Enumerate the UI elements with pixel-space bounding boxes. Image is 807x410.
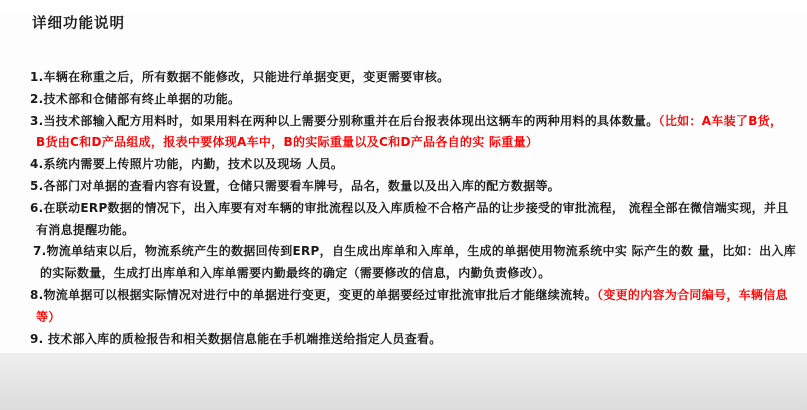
text-segment: 4.系统内需要上传照片功能，内勤，技术以及现场 人员。: [30, 157, 344, 172]
feature-item-8-continued: [0, 307, 807, 329]
page-footer-area: [0, 353, 807, 410]
text-segment: 有消息提醒功能。: [36, 222, 135, 237]
feature-list: [0, 67, 807, 350]
feature-item-3: [0, 111, 807, 133]
feature-item-7-continued: [0, 263, 807, 285]
highlight-text-segment: 等）: [36, 309, 61, 324]
feature-item-9: [0, 329, 807, 351]
text-segment: 的实际数量，生成打出库单和入库单需要内勤最终的确定（需要修改的信息，内勤负责修改）。: [40, 266, 551, 281]
text-segment: 1.车辆在称重之后，所有数据不能修改，只能进行单据变更，变更需要审核。: [30, 70, 450, 84]
feature-item-7: [0, 241, 807, 263]
feature-item-4: [0, 154, 807, 176]
highlight-text-segment: B货由C和D产品组成，报表中要体现A车中，B的实际重量以及C和D产品各自的实 际重量）: [36, 135, 539, 150]
feature-item-3-continued: [0, 132, 807, 154]
highlight-text-segment: （比如：A车装了B货，: [658, 113, 783, 128]
text-segment: 2.技术部和仓储部有终止单据的功能。: [30, 91, 241, 106]
text-segment: 9. 技术部入库的质检报告和相关数据信息能在手机端推送给指定人员查看。: [30, 331, 442, 346]
highlight-text-segment: （变更的内容为合同编号，车辆信息: [597, 287, 788, 302]
feature-item-5: [0, 176, 807, 198]
feature-item-8: [0, 285, 807, 307]
feature-item-1: [0, 67, 807, 89]
text-segment: 6.在联动ERP数据的情况下，出入库要有对车辆的审批流程以及入库质检不合格产品的让步接受的审批流程， 流程全部在微信端实现，并且: [30, 200, 789, 215]
text-segment: 8.物流单据可以根据实际情况对进行中的单据进行变更，变更的单据要经过审批流审批后才能继续流转。: [30, 287, 598, 302]
text-segment: 3.当技术部输入配方用料时，如果用料在两种以上需要分别称重并在后台报表体现出这辆车的两种用料的具体数量。: [30, 113, 659, 128]
feature-item-2: [0, 89, 807, 111]
text-segment: 7.物流单结束以后，物流系统产生的数据回传到ERP，自生成出库单和入库单，生成的单据使用物流系统中实 际产生的数 量，比如：出入库: [33, 244, 797, 259]
page-title: 详细功能说明: [32, 16, 125, 32]
feature-item-6-continued: [0, 220, 807, 242]
text-segment: 5.各部门对单据的查看内容有设置，仓储只需要看车牌号，品名，数量以及出入库的配方数据等。: [30, 178, 561, 193]
feature-item-6: [0, 198, 807, 220]
